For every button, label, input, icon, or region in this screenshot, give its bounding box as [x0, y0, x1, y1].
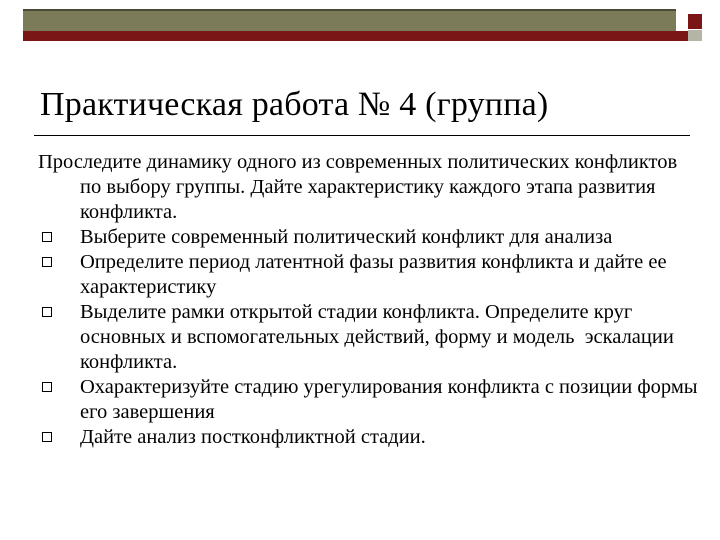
hollow-square-bullet-icon	[42, 257, 52, 267]
list-item	[38, 250, 698, 300]
list-item	[38, 375, 698, 425]
list-item-text: Определите период латентной фазы развития конфликта и дайте ее характеристику	[80, 251, 667, 298]
slide-title: Практическая работа № 4 (группа)	[40, 86, 549, 123]
list-item-text: Выберите современный политический конфликт для анализа	[80, 226, 613, 248]
header-band-red	[23, 31, 688, 41]
list-item-text: Дайте анализ постконфликтной стадии.	[80, 426, 426, 448]
list-item	[38, 225, 698, 250]
list-item-text: Выделите рамки открытой стадии конфликта. Определите круг основных и вспомогательных действий, форму и модель эскалации конфликта.	[80, 301, 679, 373]
title-divider	[34, 135, 690, 136]
corner-accent-square	[688, 14, 702, 29]
list-item	[38, 300, 698, 375]
hollow-square-bullet-icon	[42, 307, 52, 317]
hollow-square-bullet-icon	[42, 432, 52, 442]
slide-body	[38, 150, 698, 450]
list-item-text: Охарактеризуйте стадию урегулирования конфликта с позиции формы его завершения	[80, 376, 698, 423]
hollow-square-bullet-icon	[42, 232, 52, 242]
corner-accent-square-gray	[688, 30, 702, 41]
list-item	[38, 425, 698, 450]
header-band-olive	[23, 9, 676, 31]
intro-paragraph: Проследите динамику одного из современных политических конфликтов по выбору группы. Дайте характеристику каждого этапа развития конфликта.	[38, 151, 678, 223]
hollow-square-bullet-icon	[42, 382, 52, 392]
